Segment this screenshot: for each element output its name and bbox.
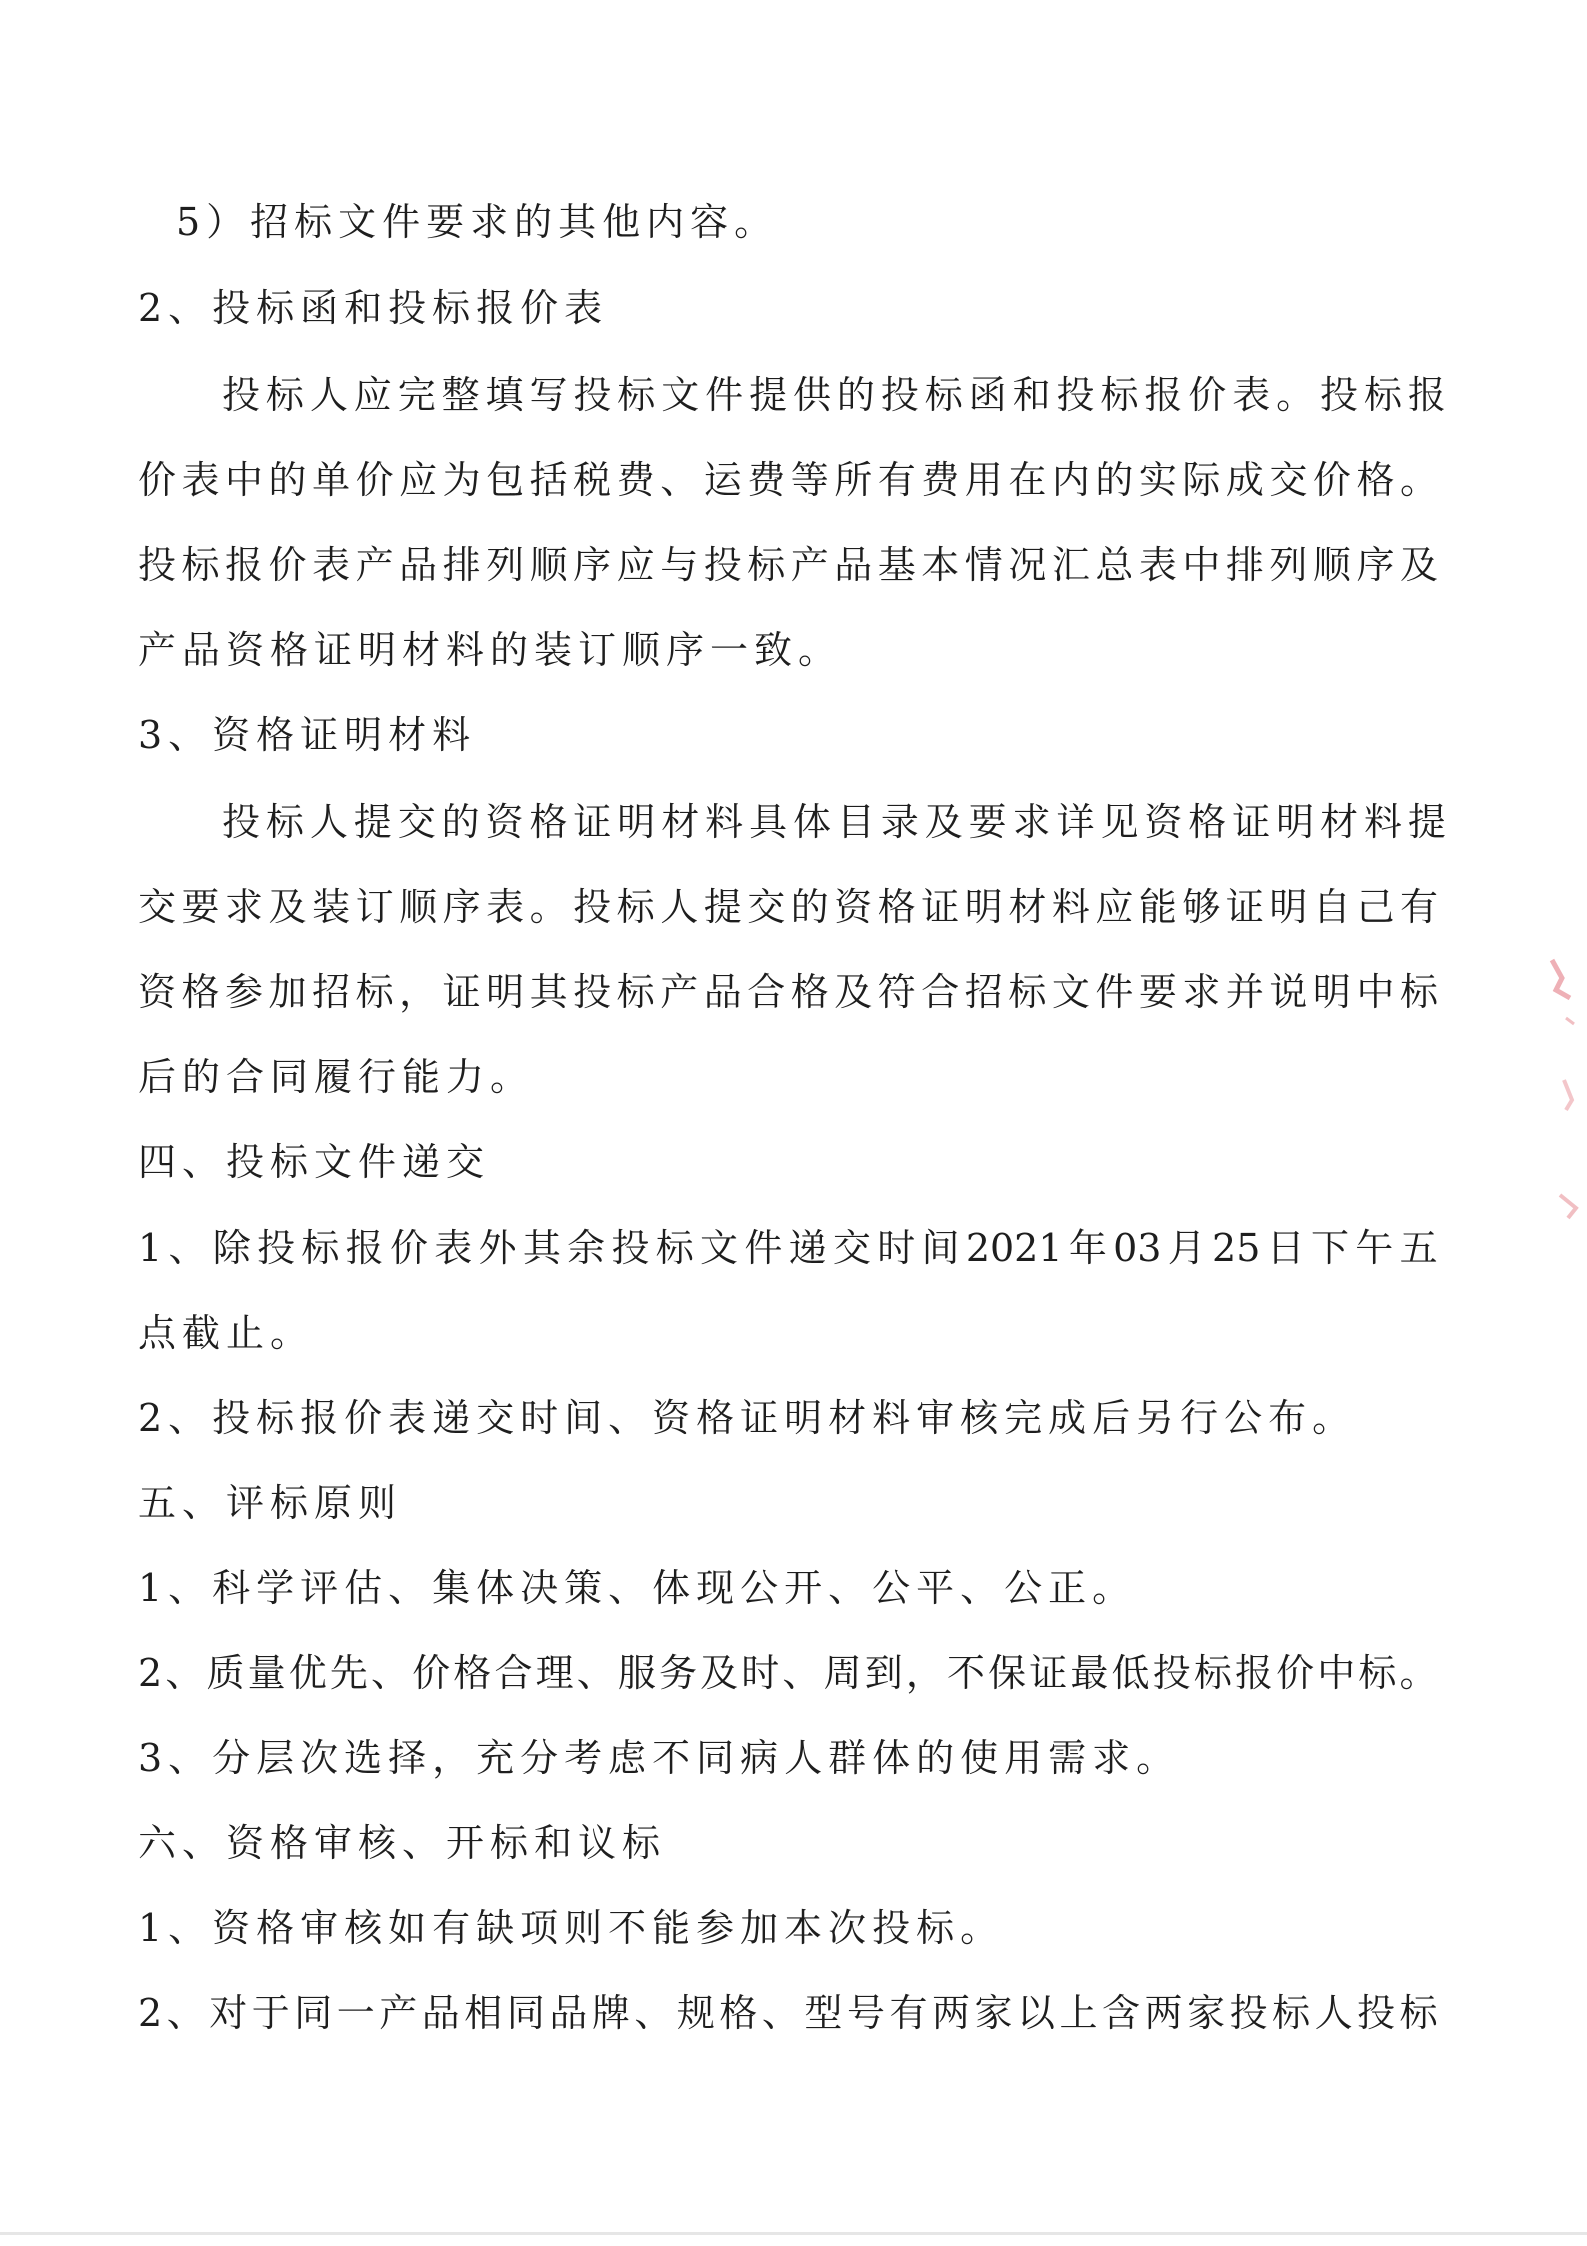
paragraph-line: 交 要 求 及 装 订 顺 序 表 。 投 标 人 提 交 的 资 格 证 明 材 料 应 能 够 证 明 自 己 有 bbox=[138, 885, 1438, 929]
list-item: 1、科学评估、集体决策、体现公开、公平、公正。 bbox=[138, 1566, 1137, 1610]
paragraph-line: 投 标 人 应 完 整 填 写 投 标 文 件 提 供 的 投 标 函 和 投 标 报 价 表 。 投 标 报 bbox=[222, 373, 1446, 417]
paragraph-line: 点截止。 bbox=[138, 1311, 315, 1355]
paragraph-line: 后的合同履行能力。 bbox=[138, 1055, 535, 1099]
paragraph-line: 资 格 参 加 招 标 ， 证 明 其 投 标 产 品 合 格 及 符 合 招 标 文 件 要 求 并 说 明 中 标 bbox=[138, 970, 1438, 1014]
section-heading-submission: 四、投标文件递交 bbox=[138, 1140, 491, 1184]
paragraph-line: 投 标 报 价 表 产 品 排 列 顺 序 应 与 投 标 产 品 基 本 情 况 汇 总 表 中 排 列 顺 序 及 bbox=[138, 543, 1438, 587]
section-heading-review: 六、资格审核、开标和议标 bbox=[138, 1821, 667, 1865]
page-bottom-edge bbox=[0, 2232, 1587, 2235]
section-heading-evaluation: 五、评标原则 bbox=[138, 1481, 403, 1525]
paragraph-line: 2、投标报价表递交时间、资格证明材料审核完成后另行公布。 bbox=[138, 1396, 1357, 1440]
seal-edge-mark bbox=[1542, 940, 1587, 1240]
item-5-other-content: 5）招标文件要求的其他内容。 bbox=[176, 200, 779, 244]
list-item: 2 、 对 于 同 一 产 品 相 同 品 牌 、 规 格 、 型 号 有 两 家 以 上 含 两 家 投 标 人 投 标 bbox=[138, 1991, 1438, 2035]
list-item: 2 、 质 量 优 先 、 价 格 合 理 、 服 务 及 时 、 周 到 ， 不 保 证 最 低 投 标 报 价 中 标 。 bbox=[138, 1651, 1438, 1695]
heading-qualification-materials: 3、资格证明材料 bbox=[138, 713, 477, 757]
list-item: 3、分层次选择，充分考虑不同病人群体的使用需求。 bbox=[138, 1736, 1181, 1780]
paragraph-line: 投 标 人 提 交 的 资 格 证 明 材 料 具 体 目 录 及 要 求 详 见 资 格 证 明 材 料 提 bbox=[222, 800, 1446, 844]
paragraph-line: 价 表 中 的 单 价 应 为 包 括 税 费 、 运 费 等 所 有 费 用 在 内 的 实 际 成 交 价 格 。 bbox=[138, 458, 1438, 502]
paragraph-line: 1 、 除 投 标 报 价 表 外 其 余 投 标 文 件 递 交 时 间 2021 年 03 月 25 日 下 午 五 bbox=[138, 1226, 1438, 1270]
list-item: 1、资格审核如有缺项则不能参加本次投标。 bbox=[138, 1906, 1005, 1950]
paragraph-line: 产品资格证明材料的装订顺序一致。 bbox=[138, 628, 843, 672]
heading-bid-letter-and-quote: 2、投标函和投标报价表 bbox=[138, 286, 609, 330]
